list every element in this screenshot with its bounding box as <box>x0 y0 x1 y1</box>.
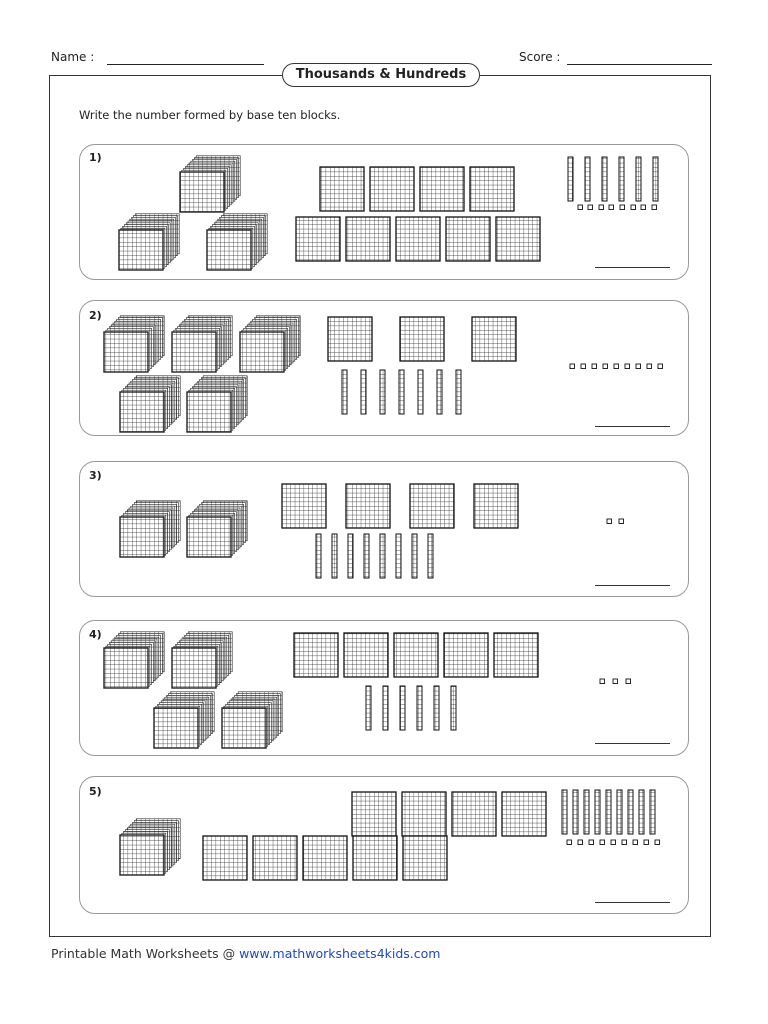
ten-rod <box>636 157 641 201</box>
hundred-flat <box>420 167 464 211</box>
ten-rod <box>342 370 347 414</box>
thousand-cube <box>240 316 300 372</box>
ten-rod <box>418 370 423 414</box>
footer <box>51 946 440 961</box>
thousand-cube <box>187 376 247 432</box>
one-cube <box>647 364 652 369</box>
ten-rod <box>399 370 404 414</box>
one-cube <box>626 679 631 684</box>
ten-rod <box>412 534 417 578</box>
one-cube <box>611 840 616 845</box>
ten-rod <box>380 534 385 578</box>
thousand-cube <box>172 316 232 372</box>
ten-rod <box>396 534 401 578</box>
hundred-flat <box>496 217 540 261</box>
one-cube <box>620 205 625 210</box>
one-cube <box>625 364 630 369</box>
thousand-cube <box>104 632 164 688</box>
hundred-flat <box>320 167 364 211</box>
one-cube <box>600 840 605 845</box>
one-cube <box>603 364 608 369</box>
hundred-flat <box>253 836 297 880</box>
one-cube <box>622 840 627 845</box>
hundred-flat <box>446 217 490 261</box>
one-cube <box>644 840 649 845</box>
hundred-flat <box>472 317 516 361</box>
one-cube <box>636 364 641 369</box>
ten-rod <box>451 686 456 730</box>
hundred-flat <box>203 836 247 880</box>
hundred-flat <box>410 484 454 528</box>
hundred-flat <box>346 484 390 528</box>
hundred-flat <box>346 217 390 261</box>
one-cube <box>570 364 575 369</box>
one-cube <box>655 840 660 845</box>
hundred-flat <box>444 633 488 677</box>
ten-rod <box>332 534 337 578</box>
ten-rod <box>437 370 442 414</box>
one-cube <box>599 205 604 210</box>
thousand-cube <box>207 214 267 270</box>
hundred-flat <box>474 484 518 528</box>
ten-rod <box>366 686 371 730</box>
one-cube <box>588 205 593 210</box>
thousand-cube <box>187 501 247 557</box>
hundred-flat <box>394 633 438 677</box>
hundred-flat <box>403 836 447 880</box>
question-number-1: 1) <box>89 151 102 164</box>
ten-rod <box>383 686 388 730</box>
thousand-cube <box>172 632 232 688</box>
ten-rod <box>417 686 422 730</box>
one-cube <box>641 205 646 210</box>
one-cube <box>581 364 586 369</box>
score-label: Score : <box>519 50 561 64</box>
question-number-2: 2) <box>89 309 102 322</box>
ten-rod <box>653 157 658 201</box>
ten-rod <box>400 686 405 730</box>
ten-rod <box>617 790 622 834</box>
thousand-cube <box>120 376 180 432</box>
ten-rod <box>584 790 589 834</box>
hundred-flat <box>303 836 347 880</box>
footer-text: Printable Math Worksheets @ <box>51 946 240 961</box>
ten-rod <box>573 790 578 834</box>
one-cube <box>589 840 594 845</box>
ten-rod <box>361 370 366 414</box>
ten-rod <box>619 157 624 201</box>
thousand-cube <box>120 819 180 875</box>
footer-link[interactable]: www.mathworksheets4kids.com <box>239 946 441 961</box>
one-cube <box>658 364 663 369</box>
ten-rod <box>562 790 567 834</box>
question-number-5: 5) <box>89 785 102 798</box>
question-number-3: 3) <box>89 469 102 482</box>
ten-rod <box>628 790 633 834</box>
one-cube <box>614 364 619 369</box>
ten-rod <box>650 790 655 834</box>
ten-rod <box>606 790 611 834</box>
one-cube <box>607 519 612 524</box>
ten-rod <box>364 534 369 578</box>
ten-rod <box>585 157 590 201</box>
hundred-flat <box>352 792 396 836</box>
ten-rod <box>316 534 321 578</box>
hundred-flat <box>400 317 444 361</box>
hundred-flat <box>494 633 538 677</box>
hundred-flat <box>396 217 440 261</box>
ten-rod <box>639 790 644 834</box>
worksheet-title: Thousands & Hundreds <box>282 63 480 87</box>
thousand-cube <box>119 214 179 270</box>
one-cube <box>631 205 636 210</box>
one-cube <box>619 519 624 524</box>
ten-rod <box>434 686 439 730</box>
hundred-flat <box>502 792 546 836</box>
question-number-4: 4) <box>89 628 102 641</box>
one-cube <box>592 364 597 369</box>
thousand-cube <box>222 692 282 748</box>
one-cube <box>578 840 583 845</box>
one-cube <box>578 205 583 210</box>
ten-rod <box>568 157 573 201</box>
thousand-cube <box>154 692 214 748</box>
ten-rod <box>380 370 385 414</box>
hundred-flat <box>296 217 340 261</box>
hundred-flat <box>370 167 414 211</box>
one-cube <box>652 205 657 210</box>
one-cube <box>609 205 614 210</box>
thousand-cube <box>104 316 164 372</box>
one-cube <box>567 840 572 845</box>
hundred-flat <box>402 792 446 836</box>
name-label: Name : <box>51 50 95 64</box>
ten-rod <box>456 370 461 414</box>
one-cube <box>600 679 605 684</box>
ten-rod <box>602 157 607 201</box>
hundred-flat <box>282 484 326 528</box>
one-cube <box>633 840 638 845</box>
ten-rod <box>348 534 353 578</box>
hundred-flat <box>452 792 496 836</box>
thousand-cube <box>180 156 240 212</box>
hundred-flat <box>294 633 338 677</box>
hundred-flat <box>470 167 514 211</box>
ten-rod <box>428 534 433 578</box>
hundred-flat <box>344 633 388 677</box>
instructions: Write the number formed by base ten blocks. <box>79 108 341 122</box>
thousand-cube <box>120 501 180 557</box>
hundred-flat <box>328 317 372 361</box>
one-cube <box>613 679 618 684</box>
hundred-flat <box>353 836 397 880</box>
ten-rod <box>595 790 600 834</box>
